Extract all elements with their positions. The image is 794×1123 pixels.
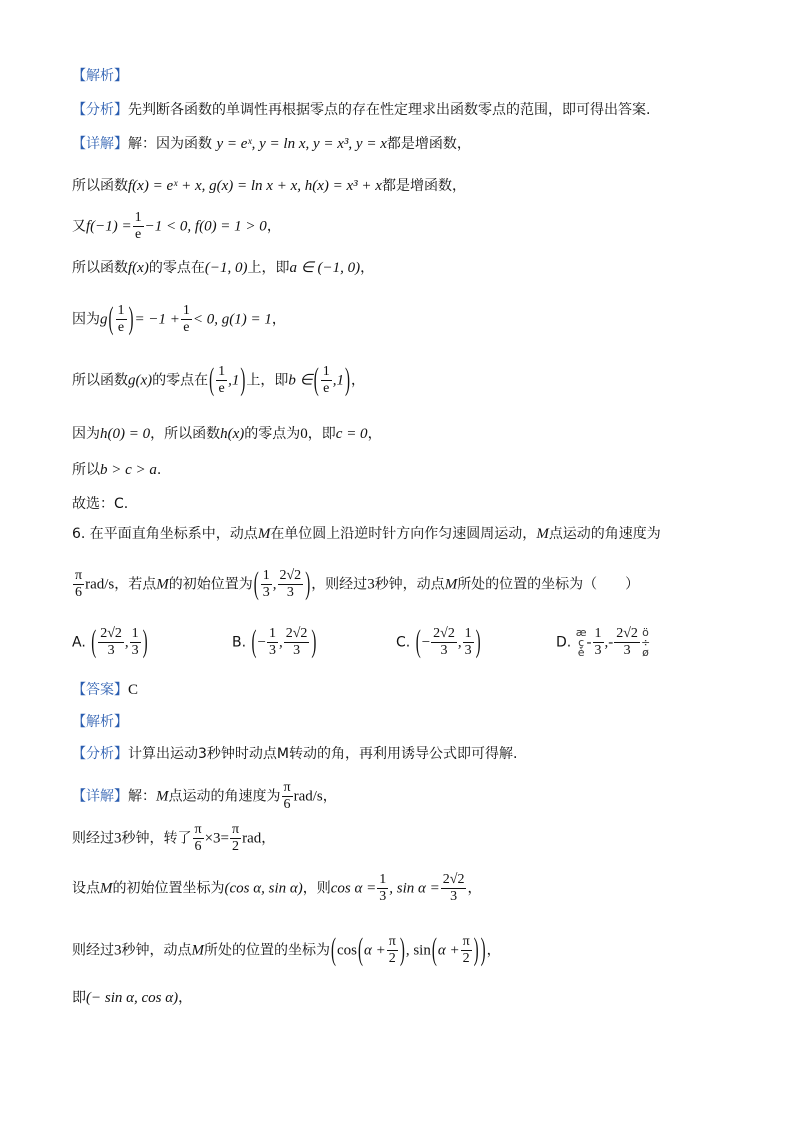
tag: 【分析】 [72,102,128,118]
detail-line-1: 【详解】解：因为函数 y = eˣ, y = ln x, y = x³, y = x都是增函数， [72,136,471,152]
analysis-heading: 【解析】 [72,68,128,84]
detail2-line-5: 即(− sin α, cos α)， [72,990,193,1006]
analysis-heading-2: 【解析】 [72,714,128,730]
conclusion-line: 所以b > c > a. [72,462,162,478]
detail-line-4: 所以函数f(x)的零点在(−1, 0)上，即a ∈ (−1, 0)， [72,260,375,276]
question-6-stem-2: $\frac{\pi}{6}$ rad/s，若点M的初始位置为( $\frac{1}{3}$ , $\frac{2√2}{3}$ )，则经过3秒钟，动点M所处的位置的坐标为（ ） [75,567,640,602]
detail-line-7: 因为h(0) = 0，所以函数h(x)的零点为0，即c = 0， [72,426,382,442]
detail-line-3: 又f(−1) = $\frac{1}{e}$ −1 < 0, f(0) = 1 > 0， [72,210,281,242]
detail2-line-3: 设点M的初始位置坐标为(cos α, sin α)，则cos α = $\frac{1}{3}$ , sin α = $\frac{2√2}{3}$ ， [72,872,482,904]
answer-choice-line: 故选：C. [72,496,129,512]
detail2-line-1: 【详解】解：M点运动的角速度为 $\frac{\pi}{6}$ rad/s， [72,780,337,812]
question-6-stem: 6. 在平面直角坐标系中，动点M在单位圆上沿逆时针方向作匀速圆周运动，M点运动的角速度为 [72,526,661,542]
detail-line-2: 所以函数f(x) = eˣ + x, g(x) = ln x + x, h(x) = x³ + x都是增函数， [72,178,466,194]
detail-line-5: 因为g( $\frac{1}{e}$ )= −1 + $\frac{1}{e}$ < 0, g(1) = 1， [72,302,286,337]
option-b[interactable]: B. (− $\frac{1}{3}$ , $\frac{2√2}{3}$ ) [232,625,317,660]
option-a[interactable]: A. ( $\frac{2√2}{3}$ , $\frac{1}{3}$ ) [72,625,148,660]
answer-line: 【答案】C [72,682,139,698]
detail2-line-2: 则经过3秒钟，转了 $\frac{\pi}{6}$ ×3= $\frac{\pi}{2}$ rad， [72,822,276,854]
fraction: $\frac{1}{e}$ [134,210,142,242]
analysis-summary-2: 【分析】计算出运动3秒钟时动点M转动的角，再利用诱导公式即可得解. [72,746,518,762]
option-d[interactable]: D. æ ç è- $\frac{1}{3}$ ,- $\frac{2√2}{3}$ ö ÷ ø [556,625,651,659]
analysis-summary: 【分析】先判断各函数的单调性再根据零点的存在性定理求出函数零点的范围，即可得出答案. [72,102,651,118]
detail2-line-4: 则经过3秒钟，动点M所处的位置的坐标为(cos(α + $\frac{\pi}{2}$ ), sin(α + $\frac{\pi}{2}$ ) )， [72,933,501,968]
detail-line-6: 所以函数g(x)的零点在( $\frac{1}{e}$ ,1)上，即b ∈( $\frac{1}{e}$ ,1)， [72,363,365,398]
option-c[interactable]: C. (− $\frac{2√2}{3}$ , $\frac{1}{3}$ ) [396,625,481,660]
